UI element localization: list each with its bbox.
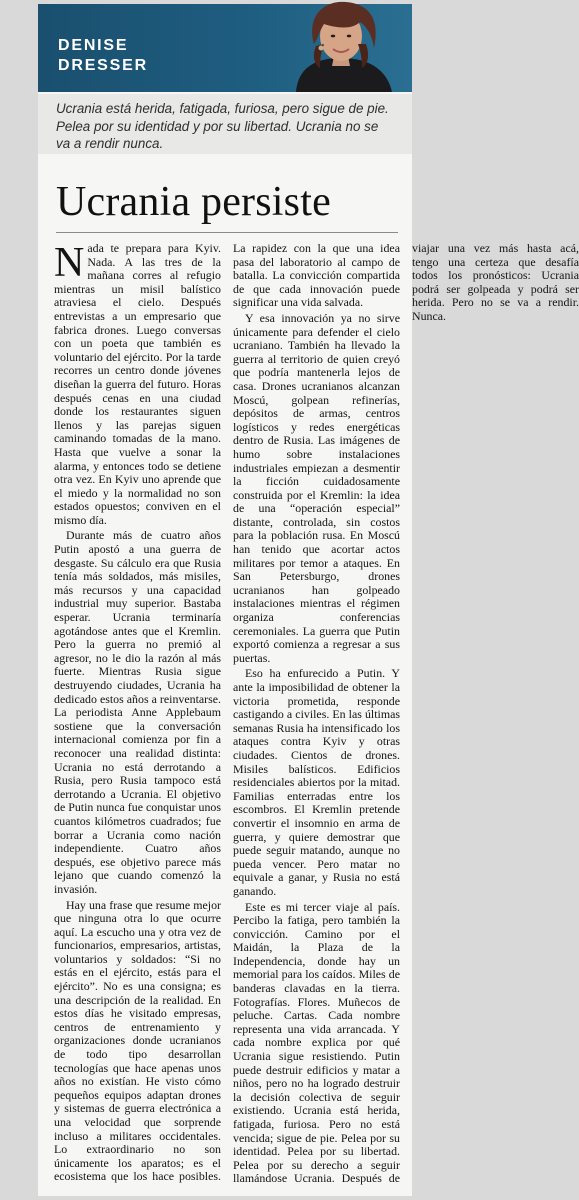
paragraph-text: ada te prepara para Kyiv. Nada. A las tres de la mañana corres al refugio mientras un misil balístico atraviesa el cielo. Después entrevistas a un empresario que fabrica drones. Luego conversas con un poeta que también es voluntario del ejército. Por la tarde recorres un centro donde jóvenes diseñan la guerra del futuro. Horas después cenas en una ciudad donde los restaurantes siguen llenos y las parejas siguen caminando tomadas de la mano. Hasta que vuelve a sonar la alarma, y entonces todo se detiene otra vez. En Kyiv uno aprende que el miedo y la normalidad no son estados opuestos; conviven en el mismo día.: [54, 241, 221, 527]
author-first-name: DENISE: [58, 37, 129, 54]
author-last-name: DRESSER: [58, 57, 148, 74]
article-title: Ucrania persiste: [56, 179, 331, 225]
article-body: [54, 240, 579, 1192]
column-header-banner: [38, 4, 412, 92]
author-portrait: [276, 4, 406, 92]
body-paragraph: Durante más de cuatro años Putin apostó a una guerra de desgaste. Su cálculo era que Rusia tenía más soldados, más misiles, más recursos y una capacidad industrial muy superior. Bastaba esperar. Ucrania terminaría agotándose antes que el Kremlin. Pero la guerra no premió al agresor, no le dio la razón al más fuerte. Mientras Rusia sigue destruyendo ciudades, Ucrania ha dedicado estos años a reinventarse. La periodista Anne Applebaum sostiene que la conversación internacional comienza por fin a reconocer una realidad distinta: Ucrania no está derrotando a Rusia, pero Rusia tampoco está derrotando a Ucrania. El objetivo de Putin nunca fue conquistar unos cuantos kilómetros cuadrados; fue borrar a Ucrania como nación independiente. Cuatro años después, ese objetivo parece más lejano que cuando comenzó la invasión.: [54, 528, 221, 896]
newspaper-page: [38, 4, 579, 1196]
article-deck: Ucrania está herida, fatigada, furiosa, pero sigue de pie. Pelea por su identidad y por su libertad. Ucrania no se va a rendir nunca.: [38, 94, 412, 154]
body-paragraph: Y esa innovación ya no sirve únicamente para defender el cielo ucraniano. También ha llevado la guerra al territorio de quien creyó que podría mantenerla lejos de casa. Drones ucranianos alcanzan Moscú, golpean refinerías, depósitos de armas, centros logísticos y redes energéticas dentro de Rusia. Las imágenes de humo sobre instalaciones industriales empiezan a desmentir la ficción cuidadosamente construida por el Kremlin: la idea de una “operación especial” distante, controlada, sin costos para la población rusa. En Moscú han tenido que acortar actos militares por temor a ataques. En San Petersburgo, drones ucranianos han golpeado instalaciones mientras el régimen organiza conferencias ceremoniales. La guerra que Putin exportó comienza a regresar a sus puertas.: [233, 310, 400, 665]
body-paragraph: [54, 242, 221, 527]
title-rule: [56, 232, 398, 233]
body-paragraph: Hay una frase que resume mejor que ninguna otra lo que ocurre aquí. La escucho una y otra vez de funcionarios, empresarios, artistas, voluntarios y soldados: “Si no estás en el ejército, estás para el ejército”. No es una consigna; es una descripción de la realidad. En estos días he visitado empresas, centros de entrenamiento y organizaciones donde ucranianos de todo tipo desarrollan tecnologías que hace apenas unos años no existían. He visto cómo pequeños equipos adaptan drones y sistemas de guerra electrónica a una velocidad que sorprende incluso a militares occidentales. Lo extraordinario no son únicamente los aparatos; es el ecosistema que los hace posibles. La rapidez con la que una idea pasa del laboratorio al campo de batalla. La convicción compartida de que cada innovación puede significar una vida salvada.: [54, 241, 400, 1184]
author-name: [58, 36, 148, 76]
body-paragraph: Este es mi tercer viaje al país. Percibo la fatiga, pero también la convicción. Camino por el Maidán, la Plaza de la Independencia, donde hay un memorial para los caídos. Miles de banderas clavadas en la tierra. Fotografías. Flores. Muñecos de peluche. Cartas. Cada nombre representa una vida arrancada. Y cada nombre explica por qué Ucrania sigue resistiendo. Putin puede destruir edificios y matar a niños, pero no ha logrado destruir la decisión colectiva de seguir existiendo. Ucrania está herida, fatigada, furiosa. Pero no está vencida; sigue de pie. Pelea por su identidad. Pelea por su libertad. Pelea por su derecho a seguir llamándose Ucrania. Después de viajar una vez más hasta acá, tengo una certeza que desafía todos los pronósticos: Ucrania podrá ser golpeada y podrá ser herida. Pero no se va a rendir. Nunca.: [233, 241, 579, 1186]
body-paragraph: Eso ha enfurecido a Putin. Y ante la imposibilidad de obtener la victoria prometida, responde castigando a civiles. En las últimas semanas Rusia ha intensificado los ataques contra Kyiv y otras ciudades. Cientos de drones. Misiles balísticos. Edificios residenciales abiertos por la mitad. Familias enterradas entre los escombros. El Kremlin pretende convertir el insomnio en arma de guerra, y quiere demostrar que puede seguir matando, aunque no pueda vencer. Pero matar no equivale a ganar, y Rusia no está ganando.: [233, 666, 400, 898]
drop-cap: N: [54, 240, 85, 286]
